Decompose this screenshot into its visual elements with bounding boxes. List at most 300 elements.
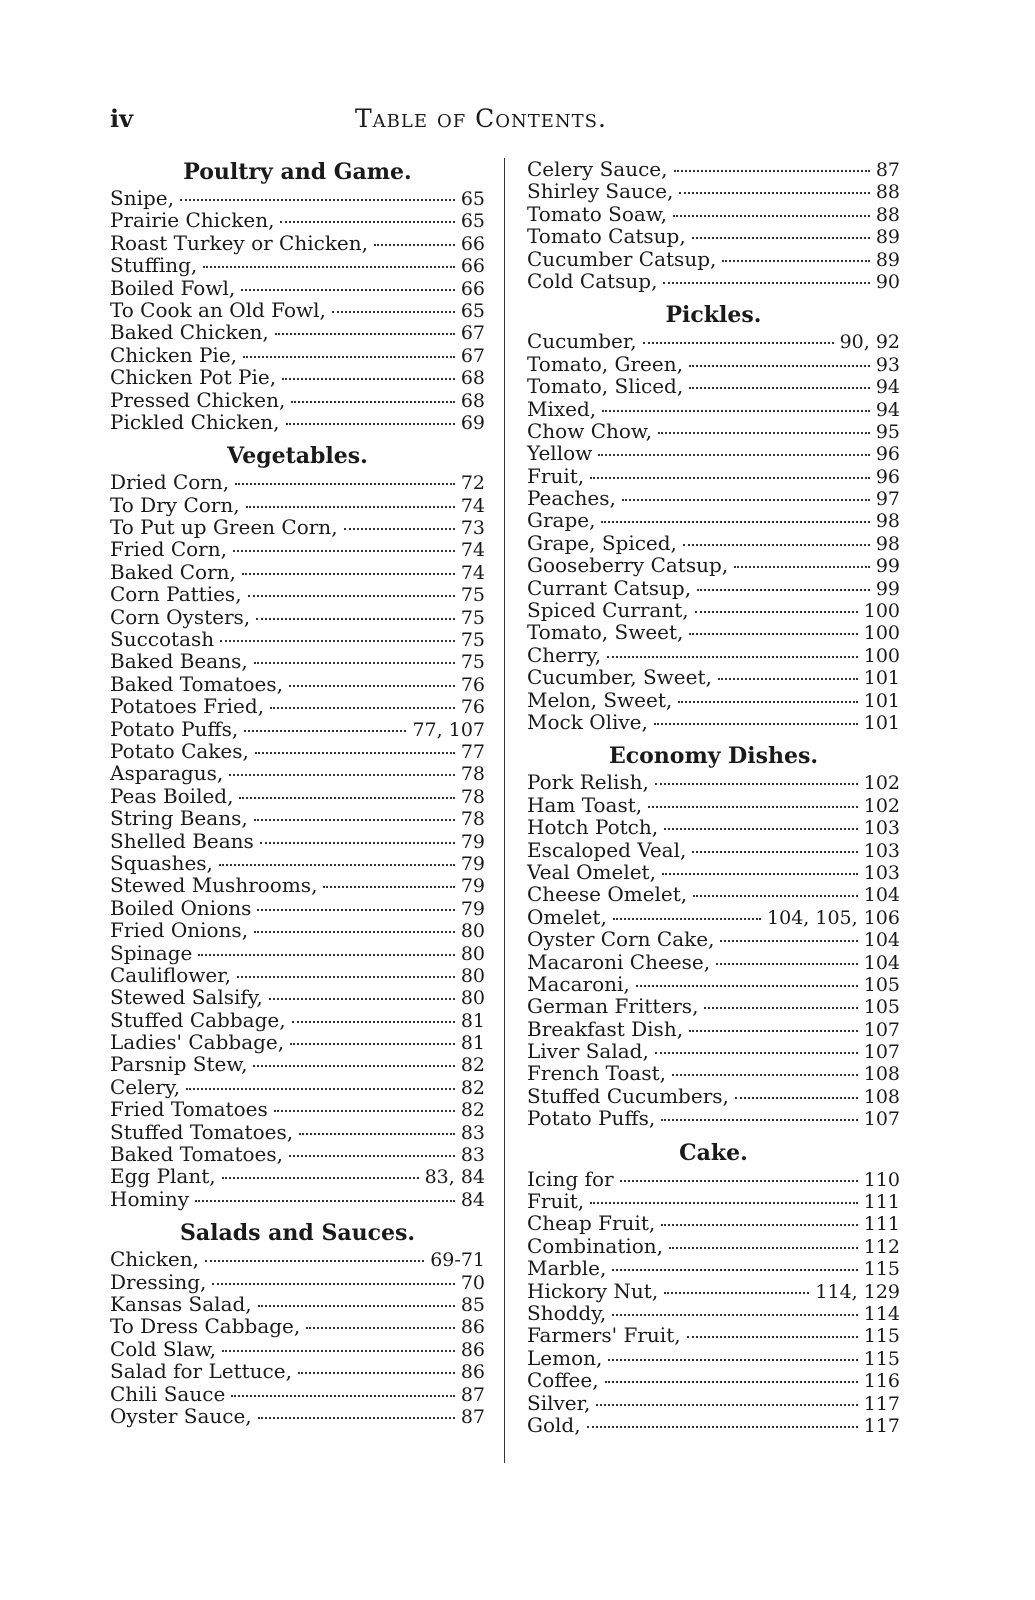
entry-title: Snipe, bbox=[110, 186, 174, 210]
entry-title: Cauliflower, bbox=[110, 962, 231, 987]
toc-entry bbox=[527, 861, 900, 883]
dot-leader bbox=[254, 931, 455, 933]
entry-page-number: 67 bbox=[460, 322, 485, 345]
toc-entry bbox=[110, 538, 485, 560]
toc-entry bbox=[527, 666, 900, 688]
entry-title: Chicken, bbox=[110, 1247, 199, 1272]
toc-entry bbox=[110, 516, 485, 538]
dot-leader bbox=[683, 544, 870, 546]
entry-title: Hotch Potch, bbox=[527, 815, 659, 840]
entry-page-number: 112 bbox=[863, 1235, 900, 1258]
dot-leader bbox=[256, 618, 455, 620]
entry-page-number: 75 bbox=[460, 651, 485, 674]
entry-page-number: 69 bbox=[460, 411, 485, 434]
toc-entry bbox=[110, 366, 485, 388]
entry-page-number: 98 bbox=[875, 510, 900, 533]
entry-title: Chicken Pot Pie, bbox=[110, 365, 277, 390]
toc-entry bbox=[527, 928, 900, 950]
toc-entry bbox=[110, 1293, 485, 1315]
toc-entry bbox=[110, 740, 485, 762]
toc-entry bbox=[110, 1009, 485, 1031]
entry-title: Mock Olive, bbox=[527, 709, 648, 734]
toc-entry bbox=[110, 1315, 485, 1337]
entry-page-number: 116 bbox=[863, 1370, 900, 1393]
entry-page-number: 82 bbox=[460, 1076, 485, 1099]
entry-title: To Dry Corn, bbox=[110, 492, 240, 517]
page-number: iv bbox=[110, 104, 134, 133]
toc-entry bbox=[110, 277, 485, 299]
entry-page-number: 103 bbox=[863, 817, 900, 840]
entry-page-number: 87 bbox=[460, 1405, 485, 1428]
entry-page-number: 87 bbox=[460, 1383, 485, 1406]
dot-leader bbox=[687, 1336, 858, 1338]
toc-entry bbox=[110, 852, 485, 874]
entry-title: Escaloped Veal, bbox=[527, 837, 687, 862]
section-heading-economy-dishes: Economy Dishes. bbox=[608, 743, 819, 770]
entry-title: Celery Sauce, bbox=[527, 157, 668, 181]
entry-page-number: 108 bbox=[863, 1085, 900, 1108]
entry-page-number: 94 bbox=[875, 376, 900, 399]
entry-page-number: 89 bbox=[875, 248, 900, 271]
entry-title: Coffee, bbox=[527, 1368, 599, 1393]
dot-leader bbox=[590, 477, 870, 479]
entry-title: Peaches, bbox=[527, 486, 616, 511]
entry-title: Stuffed Cabbage, bbox=[110, 1007, 286, 1032]
entry-page-number: 77 bbox=[460, 740, 485, 763]
entry-title: Asparagus, bbox=[110, 761, 224, 786]
entry-page-number: 74 bbox=[460, 539, 485, 562]
dot-leader bbox=[306, 1327, 455, 1329]
toc-entry bbox=[110, 785, 485, 807]
toc-entry bbox=[527, 1369, 900, 1391]
toc-entry bbox=[110, 1188, 485, 1210]
entry-page-number: 111 bbox=[863, 1213, 900, 1236]
entry-page-number: 99 bbox=[875, 577, 900, 600]
toc-entry bbox=[527, 1040, 900, 1062]
entry-page-number: 114 bbox=[863, 1302, 900, 1325]
toc-entry bbox=[527, 1168, 900, 1190]
entry-page-number: 76 bbox=[460, 696, 485, 719]
entry-title: Parsnip Stew, bbox=[110, 1052, 248, 1077]
dot-leader bbox=[298, 1372, 455, 1374]
dot-leader bbox=[596, 1404, 857, 1406]
dot-leader bbox=[655, 1052, 858, 1054]
entry-page-number: 79 bbox=[460, 830, 485, 853]
entry-title: Grape, Spiced, bbox=[527, 530, 677, 555]
dot-leader bbox=[692, 237, 870, 239]
entry-page-number: 97 bbox=[875, 488, 900, 511]
entry-page-number: 89 bbox=[875, 226, 900, 249]
entry-page-number: 75 bbox=[460, 629, 485, 652]
toc-entry bbox=[527, 1062, 900, 1084]
toc-entry bbox=[527, 689, 900, 711]
dot-leader bbox=[231, 1395, 455, 1397]
toc-entry bbox=[110, 874, 485, 896]
dot-leader bbox=[198, 954, 454, 956]
dot-leader bbox=[258, 1305, 455, 1307]
entry-title: Kansas Salad, bbox=[110, 1291, 252, 1316]
entry-title: Pickled Chicken, bbox=[110, 409, 280, 434]
entry-page-number: 84 bbox=[460, 1188, 485, 1211]
left-column bbox=[110, 157, 485, 1427]
entry-title: Ladies' Cabbage, bbox=[110, 1030, 285, 1055]
entry-title: Baked Beans, bbox=[110, 649, 248, 674]
entry-page-number: 67 bbox=[460, 344, 485, 367]
toc-entry bbox=[527, 270, 900, 292]
toc-entry bbox=[110, 321, 485, 343]
entry-page-number: 88 bbox=[875, 181, 900, 204]
entry-page-number: 85 bbox=[460, 1293, 485, 1316]
toc-entry bbox=[527, 420, 900, 442]
entry-title: Cold Catsup, bbox=[527, 268, 658, 293]
dot-leader bbox=[590, 1202, 858, 1204]
entry-title: Stuffed Tomatoes, bbox=[110, 1119, 294, 1144]
entry-title: Potatoes Fried, bbox=[110, 694, 265, 719]
dot-leader bbox=[664, 1292, 809, 1294]
dot-leader bbox=[655, 783, 858, 785]
entry-page-number: 102 bbox=[863, 794, 900, 817]
dot-leader bbox=[605, 1381, 858, 1383]
entry-page-number: 103 bbox=[863, 839, 900, 862]
entry-page-number: 86 bbox=[460, 1338, 485, 1361]
dot-leader bbox=[180, 199, 455, 201]
section-heading-cake: Cake. bbox=[679, 1139, 748, 1166]
dot-leader bbox=[620, 1180, 858, 1182]
dot-leader bbox=[602, 410, 870, 412]
toc-entry bbox=[527, 883, 900, 905]
entry-title: To Dress Cabbage, bbox=[110, 1314, 301, 1339]
dot-leader bbox=[663, 282, 869, 284]
dot-leader bbox=[219, 864, 455, 866]
entry-title: Shirley Sauce, bbox=[527, 179, 674, 204]
dot-leader bbox=[257, 909, 454, 911]
entry-page-number: 68 bbox=[460, 367, 485, 390]
entry-page-number: 75 bbox=[460, 606, 485, 629]
dot-leader bbox=[248, 595, 455, 597]
entry-title: Squashes, bbox=[110, 850, 213, 875]
entry-page-number: 74 bbox=[460, 561, 485, 584]
entry-page-number: 82 bbox=[460, 1099, 485, 1122]
entry-page-number: 81 bbox=[460, 1032, 485, 1055]
entry-page-number: 96 bbox=[875, 465, 900, 488]
entry-title: Veal Omelet, bbox=[527, 859, 656, 884]
entry-page-number: 80 bbox=[460, 964, 485, 987]
page-title: Table of Contents. bbox=[355, 104, 607, 133]
entry-title: Celery, bbox=[110, 1074, 180, 1099]
toc-entry bbox=[110, 1076, 485, 1098]
entry-title: Tomato, Green, bbox=[527, 351, 683, 376]
dot-leader bbox=[242, 573, 455, 575]
dot-leader bbox=[622, 499, 870, 501]
entry-title: To Cook an Old Fowl, bbox=[110, 297, 326, 322]
entry-page-number: 115 bbox=[863, 1258, 900, 1281]
dot-leader bbox=[722, 260, 869, 262]
dot-leader bbox=[220, 640, 455, 642]
entry-page-number: 82 bbox=[460, 1054, 485, 1077]
toc-entry bbox=[527, 906, 900, 928]
entry-title: Stewed Salsify, bbox=[110, 985, 263, 1010]
toc-entry bbox=[527, 532, 900, 554]
entry-page-number: 103 bbox=[863, 861, 900, 884]
entry-page-number: 96 bbox=[875, 443, 900, 466]
entry-page-number: 74 bbox=[460, 494, 485, 517]
entry-page-number: 80 bbox=[460, 987, 485, 1010]
dot-leader bbox=[212, 1283, 454, 1285]
dot-leader bbox=[692, 851, 857, 853]
toc-entry bbox=[527, 554, 900, 576]
dot-leader bbox=[693, 895, 858, 897]
dot-leader bbox=[253, 1065, 454, 1067]
entry-title: Pressed Chicken, bbox=[110, 387, 286, 412]
entry-title: Gold, bbox=[527, 1412, 581, 1437]
toc-entry bbox=[527, 465, 900, 487]
toc-entry bbox=[527, 398, 900, 420]
entry-page-number: 73 bbox=[460, 517, 485, 540]
entry-page-number: 70 bbox=[460, 1271, 485, 1294]
dot-leader bbox=[344, 528, 455, 530]
dot-leader bbox=[612, 1314, 858, 1316]
toc-entry bbox=[110, 650, 485, 672]
entry-title: Succotash bbox=[110, 627, 215, 652]
entry-title: French Toast, bbox=[527, 1061, 667, 1086]
entry-title: Cherry, bbox=[527, 642, 602, 667]
dot-leader bbox=[254, 819, 455, 821]
toc-entry bbox=[527, 353, 900, 375]
entry-page-number: 90, 92 bbox=[839, 331, 900, 354]
dot-leader bbox=[720, 940, 857, 942]
entry-title: Fried Onions, bbox=[110, 918, 249, 943]
entry-title: Cucumber, bbox=[527, 329, 637, 354]
toc-entry bbox=[527, 599, 900, 621]
toc-entry bbox=[527, 1347, 900, 1369]
toc-entry bbox=[527, 509, 900, 531]
entry-title: Potato Cakes, bbox=[110, 738, 249, 763]
entry-page-number: 83 bbox=[460, 1144, 485, 1167]
toc-entry bbox=[110, 1271, 485, 1293]
entry-title: Icing for bbox=[527, 1166, 614, 1191]
dot-leader bbox=[672, 1074, 858, 1076]
entry-title: Macaroni, bbox=[527, 971, 630, 996]
entry-title: Chow Chow, bbox=[527, 418, 653, 443]
entry-page-number: 87 bbox=[875, 159, 900, 181]
dot-leader bbox=[289, 1155, 455, 1157]
entry-title: Hominy bbox=[110, 1186, 190, 1211]
entry-title: Dried Corn, bbox=[110, 470, 230, 495]
dot-leader bbox=[241, 289, 455, 291]
entry-title: Baked Corn, bbox=[110, 559, 236, 584]
dot-leader bbox=[244, 730, 406, 732]
dot-leader bbox=[289, 685, 455, 687]
toc-entry bbox=[527, 816, 900, 838]
entry-title: Baked Chicken, bbox=[110, 320, 269, 345]
entry-title: Potato Puffs, bbox=[110, 716, 239, 741]
section-heading-salads-and-sauces: Salads and Sauces. bbox=[179, 1220, 416, 1247]
entry-title: Tomato Soaw, bbox=[527, 201, 667, 226]
dot-leader bbox=[673, 215, 870, 217]
entry-page-number: 104 bbox=[863, 929, 900, 952]
entry-title: Stuffed Cucumbers, bbox=[527, 1083, 729, 1108]
toc-entry bbox=[527, 1085, 900, 1107]
dot-leader bbox=[613, 918, 761, 920]
dot-leader bbox=[607, 656, 858, 658]
column-divider bbox=[504, 158, 505, 1463]
entry-page-number: 100 bbox=[863, 644, 900, 667]
entry-page-number: 101 bbox=[863, 689, 900, 712]
entry-page-number: 80 bbox=[460, 942, 485, 965]
dot-leader bbox=[222, 1177, 419, 1179]
dot-leader bbox=[222, 1350, 455, 1352]
entry-page-number: 95 bbox=[875, 420, 900, 443]
entry-page-number: 94 bbox=[875, 398, 900, 421]
entry-page-number: 101 bbox=[863, 667, 900, 690]
entry-title: Mixed, bbox=[527, 396, 597, 421]
entry-title: Currant Catsup, bbox=[527, 575, 692, 600]
toc-entry bbox=[527, 1414, 900, 1436]
entry-title: Corn Oysters, bbox=[110, 604, 251, 629]
entry-page-number: 79 bbox=[460, 875, 485, 898]
entry-page-number: 65 bbox=[460, 299, 485, 322]
entry-title: German Fritters, bbox=[527, 994, 699, 1019]
toc-entry bbox=[527, 973, 900, 995]
entry-title: Yellow bbox=[527, 441, 593, 466]
toc-entry bbox=[110, 919, 485, 941]
dot-leader bbox=[286, 423, 455, 425]
dot-leader bbox=[237, 976, 455, 978]
entry-title: Fruit, bbox=[527, 1189, 585, 1214]
entry-title: Chili Sauce bbox=[110, 1381, 226, 1406]
toc-entry bbox=[110, 389, 485, 411]
toc-entry bbox=[110, 695, 485, 717]
dot-leader bbox=[239, 797, 454, 799]
entry-title: Stuffing, bbox=[110, 253, 198, 278]
toc-entry bbox=[527, 621, 900, 643]
entry-title: Prairie Chicken, bbox=[110, 208, 275, 233]
entry-title: Combination, bbox=[527, 1233, 664, 1258]
entry-title: Baked Tomatoes, bbox=[110, 671, 283, 696]
toc-entry bbox=[110, 1165, 485, 1187]
dot-leader bbox=[718, 678, 858, 680]
entry-title: Cheese Omelet, bbox=[527, 882, 688, 907]
entry-title: Pork Relish, bbox=[527, 770, 649, 795]
dot-leader bbox=[734, 566, 870, 568]
entry-page-number: 110 bbox=[863, 1168, 900, 1191]
toc-entry bbox=[110, 606, 485, 628]
toc-entry bbox=[110, 986, 485, 1008]
entry-title: Tomato, Sliced, bbox=[527, 374, 684, 399]
toc-entry bbox=[527, 487, 900, 509]
entry-page-number: 79 bbox=[460, 852, 485, 875]
entry-title: Baked Tomatoes, bbox=[110, 1142, 283, 1167]
section-heading-poultry-and-game: Poultry and Game. bbox=[183, 159, 412, 185]
dot-leader bbox=[255, 752, 455, 754]
dot-leader bbox=[291, 401, 454, 403]
entry-page-number: 66 bbox=[460, 255, 485, 278]
toc-entry bbox=[110, 830, 485, 852]
entry-page-number: 114, 129 bbox=[815, 1280, 900, 1303]
entry-title: Fried Corn, bbox=[110, 537, 227, 562]
dot-leader bbox=[658, 432, 870, 434]
entry-page-number: 65 bbox=[460, 210, 485, 233]
dot-leader bbox=[654, 723, 858, 725]
toc-entry bbox=[110, 1031, 485, 1053]
entry-title: String Beans, bbox=[110, 806, 248, 831]
dot-leader bbox=[689, 633, 857, 635]
dot-leader bbox=[260, 842, 455, 844]
entry-page-number: 77, 107 bbox=[412, 718, 485, 741]
dot-leader bbox=[735, 1097, 858, 1099]
entry-page-number: 105 bbox=[863, 996, 900, 1019]
toc-entry bbox=[110, 628, 485, 650]
dot-leader bbox=[290, 1043, 455, 1045]
entry-title: To Put up Green Corn, bbox=[110, 515, 338, 540]
dot-leader bbox=[292, 1021, 455, 1023]
entry-title: Cold Slaw, bbox=[110, 1336, 217, 1361]
entry-title: Melon, Sweet, bbox=[527, 687, 673, 712]
toc-entry bbox=[110, 561, 485, 583]
entry-page-number: 76 bbox=[460, 673, 485, 696]
dot-leader bbox=[233, 550, 455, 552]
entry-page-number: 117 bbox=[863, 1392, 900, 1415]
toc-entry bbox=[110, 1121, 485, 1143]
toc-entry bbox=[110, 1143, 485, 1165]
entry-page-number: 81 bbox=[460, 1009, 485, 1032]
entry-page-number: 93 bbox=[875, 353, 900, 376]
dot-leader bbox=[661, 1224, 858, 1226]
toc-entry bbox=[527, 1324, 900, 1346]
toc-entry bbox=[527, 839, 900, 861]
entry-title: Chicken Pie, bbox=[110, 342, 238, 367]
toc-entry bbox=[527, 225, 900, 247]
dot-leader bbox=[679, 192, 869, 194]
entry-page-number: 83, 84 bbox=[424, 1166, 485, 1189]
dot-leader bbox=[299, 1133, 455, 1135]
entry-title: Shoddy, bbox=[527, 1300, 607, 1325]
dot-leader bbox=[601, 521, 869, 523]
dot-leader bbox=[689, 365, 870, 367]
dot-leader bbox=[243, 356, 455, 358]
entry-title: Shelled Beans bbox=[110, 828, 254, 853]
entry-page-number: 104 bbox=[863, 884, 900, 907]
entry-title: Cucumber, Sweet, bbox=[527, 665, 712, 690]
entry-title: Tomato Catsup, bbox=[527, 224, 686, 249]
dot-leader bbox=[280, 221, 454, 223]
entry-title: Corn Patties, bbox=[110, 582, 242, 607]
dot-leader bbox=[269, 998, 455, 1000]
entry-title: Breakfast Dish, bbox=[527, 1016, 684, 1041]
entry-title: Hickory Nut, bbox=[527, 1278, 659, 1303]
dot-leader bbox=[643, 342, 834, 344]
entry-title: Spiced Currant, bbox=[527, 598, 689, 623]
dot-leader bbox=[648, 806, 858, 808]
toc-entry bbox=[527, 1392, 900, 1414]
entry-title: Oyster Sauce, bbox=[110, 1403, 252, 1428]
entry-title: Ham Toast, bbox=[527, 792, 643, 817]
dot-leader bbox=[674, 170, 870, 172]
toc-entry bbox=[527, 644, 900, 666]
entry-title: Macaroni Cheese, bbox=[527, 949, 711, 974]
entry-page-number: 117 bbox=[863, 1414, 900, 1437]
dot-leader bbox=[636, 985, 858, 987]
dot-leader bbox=[716, 963, 858, 965]
dot-leader bbox=[374, 244, 455, 246]
dot-leader bbox=[186, 1088, 455, 1090]
entry-title: Spinage bbox=[110, 940, 193, 965]
section-heading-pickles: Pickles. bbox=[665, 302, 762, 329]
toc-entry bbox=[527, 1302, 900, 1324]
dot-leader bbox=[274, 1110, 455, 1112]
dot-leader bbox=[270, 707, 455, 709]
entry-page-number: 78 bbox=[460, 808, 485, 831]
